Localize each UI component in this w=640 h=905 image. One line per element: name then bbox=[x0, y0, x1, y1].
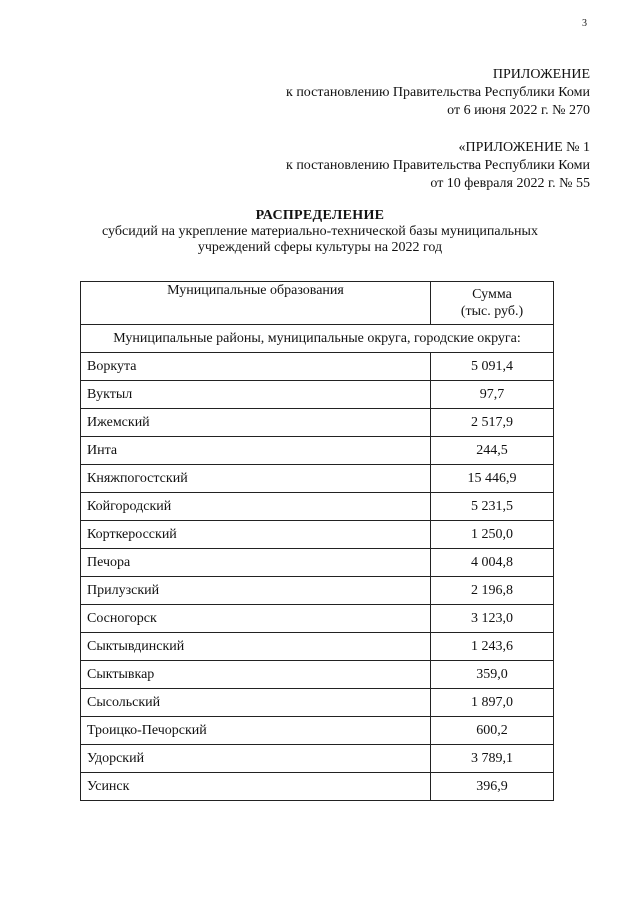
subsidy-amount: 2 196,8 bbox=[431, 577, 554, 605]
subsidy-amount: 3 123,0 bbox=[431, 605, 554, 633]
municipality-name: Сысольский bbox=[81, 689, 431, 717]
municipality-name: Троицко-Печорский bbox=[81, 717, 431, 745]
group-label: Муниципальные районы, муниципальные округа, городские округа: bbox=[81, 325, 554, 353]
appendix-reference: к постановлению Правительства Республики Коми bbox=[286, 85, 590, 100]
column-header-sum bbox=[431, 282, 554, 325]
table-row bbox=[81, 437, 554, 465]
appendix-date: от 6 июня 2022 г. № 270 bbox=[447, 103, 590, 118]
table-header-row bbox=[81, 282, 554, 325]
table-row bbox=[81, 689, 554, 717]
column-header-municipality: Муниципальные образования bbox=[81, 282, 431, 325]
municipality-name: Сосногорск bbox=[81, 605, 431, 633]
table-row bbox=[81, 717, 554, 745]
subsidy-amount: 97,7 bbox=[431, 381, 554, 409]
municipality-name: Вуктыл bbox=[81, 381, 431, 409]
document-subtitle-line1: субсидий на укрепление материально-технической базы муниципальных bbox=[102, 224, 538, 239]
original-appendix-date: от 10 февраля 2022 г. № 55 bbox=[430, 176, 590, 191]
subsidy-amount: 1 250,0 bbox=[431, 521, 554, 549]
subsidy-amount: 396,9 bbox=[431, 773, 554, 801]
page-number: 3 bbox=[582, 18, 587, 29]
subsidy-amount: 5 231,5 bbox=[431, 493, 554, 521]
table-row bbox=[81, 549, 554, 577]
subsidy-amount: 1 243,6 bbox=[431, 633, 554, 661]
subsidy-amount: 2 517,9 bbox=[431, 409, 554, 437]
group-row bbox=[81, 325, 554, 353]
original-appendix-label: «ПРИЛОЖЕНИЕ № 1 bbox=[458, 140, 590, 155]
municipality-name: Корткеросский bbox=[81, 521, 431, 549]
table-row bbox=[81, 661, 554, 689]
subsidy-amount: 244,5 bbox=[431, 437, 554, 465]
table-row bbox=[81, 493, 554, 521]
municipality-name: Воркута bbox=[81, 353, 431, 381]
table-row bbox=[81, 353, 554, 381]
municipality-name: Инта bbox=[81, 437, 431, 465]
original-appendix-reference: к постановлению Правительства Республики Коми bbox=[286, 158, 590, 173]
subsidy-amount: 1 897,0 bbox=[431, 689, 554, 717]
original-appendix-header bbox=[286, 139, 590, 193]
municipality-name: Койгородский bbox=[81, 493, 431, 521]
municipality-name: Печора bbox=[81, 549, 431, 577]
subsidy-amount: 15 446,9 bbox=[431, 465, 554, 493]
subsidy-amount: 3 789,1 bbox=[431, 745, 554, 773]
table-row bbox=[81, 577, 554, 605]
table-row bbox=[81, 773, 554, 801]
document-title-block bbox=[0, 208, 640, 256]
table-row bbox=[81, 521, 554, 549]
municipality-name: Удорский bbox=[81, 745, 431, 773]
municipality-name: Сыктывкар bbox=[81, 661, 431, 689]
municipality-name: Ижемский bbox=[81, 409, 431, 437]
distribution-table bbox=[80, 281, 554, 801]
column-header-sum-label: Сумма bbox=[472, 287, 512, 302]
municipality-name: Княжпогостский bbox=[81, 465, 431, 493]
table-row bbox=[81, 381, 554, 409]
table-row bbox=[81, 745, 554, 773]
table-row bbox=[81, 605, 554, 633]
table-row bbox=[81, 633, 554, 661]
municipality-name: Усинск bbox=[81, 773, 431, 801]
subsidy-amount: 4 004,8 bbox=[431, 549, 554, 577]
document-title: РАСПРЕДЕЛЕНИЕ bbox=[255, 208, 385, 223]
table-row bbox=[81, 465, 554, 493]
municipality-name: Прилузский bbox=[81, 577, 431, 605]
appendix-label: ПРИЛОЖЕНИЕ bbox=[492, 67, 590, 82]
column-header-sum-unit: (тыс. руб.) bbox=[460, 304, 524, 319]
subsidy-amount: 359,0 bbox=[431, 661, 554, 689]
municipality-name: Сыктывдинский bbox=[81, 633, 431, 661]
table-row bbox=[81, 409, 554, 437]
subsidy-amount: 600,2 bbox=[431, 717, 554, 745]
subsidy-amount: 5 091,4 bbox=[431, 353, 554, 381]
appendix-header bbox=[286, 66, 590, 120]
document-subtitle-line2: учреждений сферы культуры на 2022 год bbox=[197, 240, 443, 255]
